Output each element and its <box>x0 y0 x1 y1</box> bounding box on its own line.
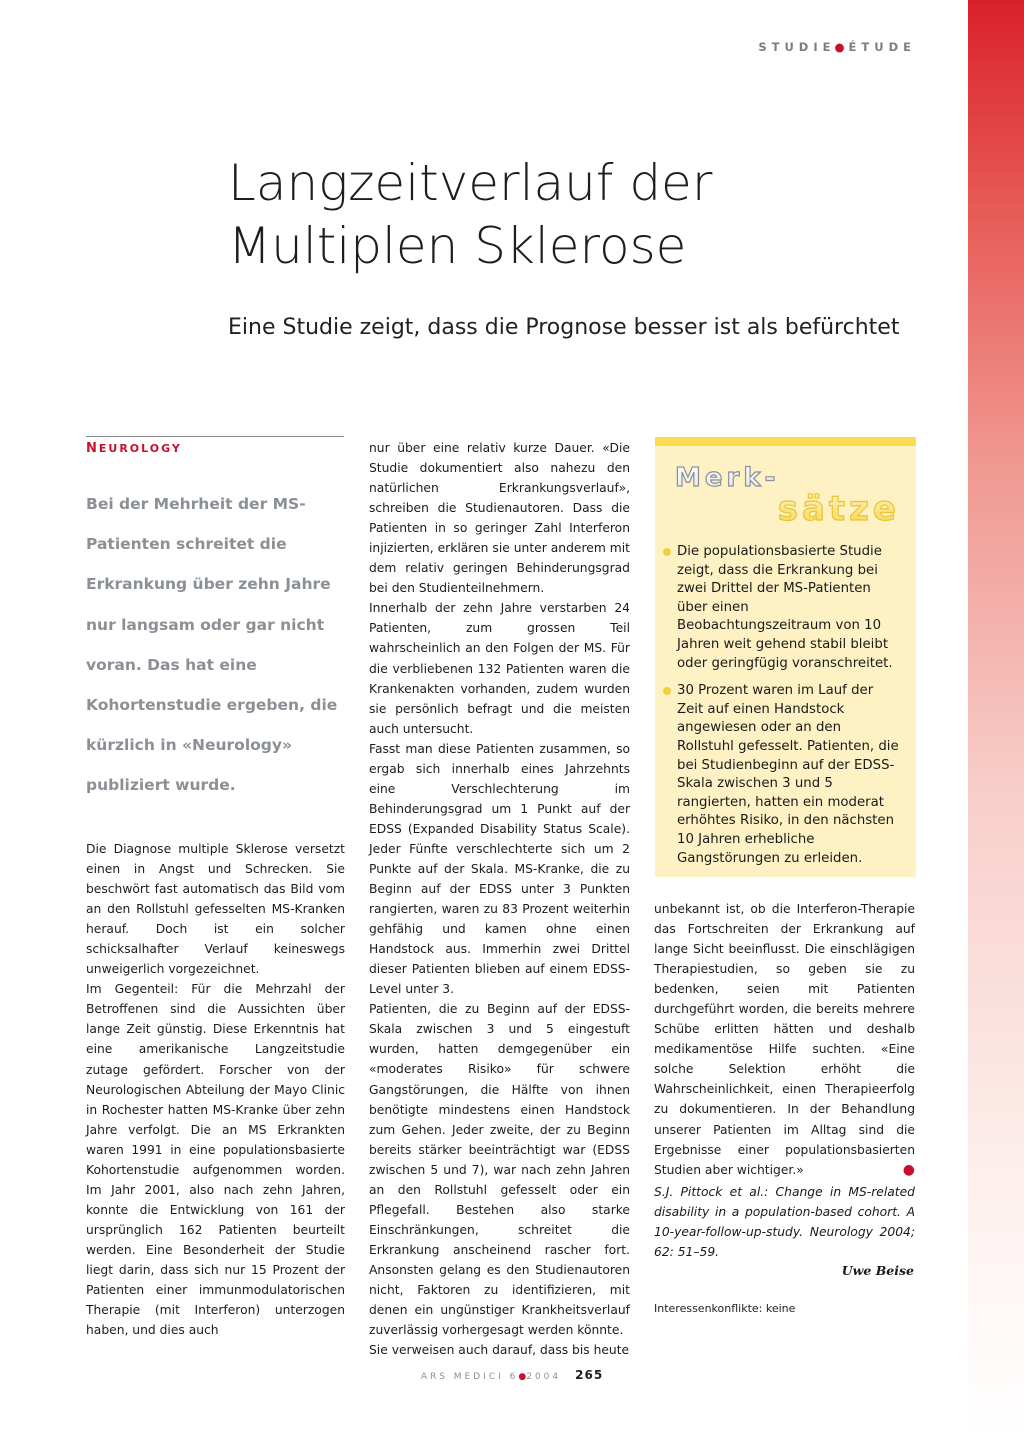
footer-dot: ● <box>518 1372 527 1382</box>
merksaetze-title-line2: sätze <box>777 489 900 526</box>
paragraph: Sie verweisen auch darauf, dass bis heute <box>369 1343 630 1358</box>
page-footer: ARS MEDICI 6●2004 265 <box>420 1368 604 1382</box>
paragraph: unbekannt ist, ob die Interferon-Therapie das Fortschreiten der Erkrankung auf lange Sicht beeinflusst. Die einschlägigen Therapiestudien, so geben sie zu bedenken, seien mit Patienten durchgeführt worden, die bereits mehrere Schübe erlitten hätten und deshalb medikamentöse Hilfe suchten. «Eine solche Selektion erhöht die Wahrscheinlichkeit, einen Therapieerfolg zu dokumentieren. In der Behandlung unserer Patienten im Alltag sind die Ergebnisse einer populationsbasierten Studien aber wichtiger.» ● <box>654 902 915 1178</box>
yellow-bullet-icon <box>663 687 671 695</box>
article-subtitle: Eine Studie zeigt, dass die Prognose besser ist als befürchtet <box>228 315 900 340</box>
author: Uwe Beise <box>841 1263 914 1278</box>
merksaetze-title <box>655 446 916 526</box>
section-label: NEUROLOGY <box>86 441 182 456</box>
yellow-bullet-icon <box>663 548 671 556</box>
paragraph: Innerhalb der zehn Jahre verstarben 24 Patienten, zum grossen Teil wahrscheinlich an den Folgen der MS. Für die verbliebenen 132 Patienten waren die Krankenakten vorhanden, zudem wurden sie persönlich befragt und die meisten auch untersucht. <box>369 601 630 736</box>
paragraph: Im Gegenteil: Für die Mehrzahl der Betroffenen sind die Aussichten über lange Zeit günstig. Diese Erkenntnis hat eine amerikanische Langzeitstudie zutage gefördert. Forscher von der Neurologischen Abteilung der Mayo Clinic in Rochester hatten MS-Kranke über zehn Jahre verfolgt. Die an MS Erkrankten waren 1991 in eine populationsbasierte Kohortenstudie aufgenommen worden. Im Jahr 2001, also nach zehn Jahren, konnte die Entwicklung von 161 der ursprünglich 162 Patienten beurteilt werden. Eine Besonderheit der Studie liegt darin, dass sich nur 15 Prozent der Patienten einer immunmodulatorischen Therapie (mit Interferon) unterzogen haben, und dies auch <box>86 982 345 1338</box>
paragraph: nur über eine relativ kurze Dauer. «Die Studie dokumentiert also nahezu den natürlichen Erkrankungsverlauf», schreiben die Studienautoren. Dass die Patienten in so geringer Zahl Interferon injizierten, erklären sie unter anderem mit dem relativ geringen Behinderungsgrad bei den Studienteilnehmern. <box>369 441 630 596</box>
list-item: 30 Prozent waren im Lauf der Zeit auf einen Handstock angewiesen oder an den Rollstuhl gefesselt. Patienten, die bei Studienbeginn auf der EDSS-Skala zwischen 3 und 5 rangierten, hatten ein moderat erhöhtes Risiko, in den nächsten 10 Jahren erhebliche Gangstörungen zu erleiden. <box>663 682 901 868</box>
kicker-dot: ● <box>834 40 845 54</box>
body-column-1 <box>86 839 345 1340</box>
article-end-mark: ● <box>902 1161 915 1178</box>
article-title: Langzeitverlauf der Multiplen Sklerose <box>228 154 713 275</box>
body-column-3 <box>654 899 915 1180</box>
merksaetze-list <box>663 543 901 877</box>
body-column-2 <box>369 438 630 1360</box>
merksaetze-title-line1: Merk- <box>675 463 780 493</box>
reference: S.J. Pittock et al.: Change in MS-related disability in a population-based cohort. A 10-year-follow-up-study. Neurology 2004; 62: 51–59. <box>654 1185 915 1259</box>
section-divider <box>86 436 344 437</box>
merksaetze-box <box>655 437 916 877</box>
section-kicker: STUDIE● ÉTUDE <box>758 40 916 54</box>
paragraph: Fasst man diese Patienten zusammen, so ergab sich innerhalb eines Jahrzehnts eine Verschlechterung im Behinderungsgrad um 1 Punkt auf der EDSS (Expanded Disability Status Scale). Jeder Fünfte verschlechterte sich um 2 Punkte auf der Skala. MS-Kranke, die zu Beginn auf der EDSS unter 3 Punkten rangierten, waren zu 83 Prozent weiterhin gehfähig und kamen ohne einen Handstock aus. Immerhin zwei Drittel dieser Patienten blieben auf einem EDSS-Level unter 3. <box>369 741 630 997</box>
paragraph: Patienten, die zu Beginn auf der EDSS-Skala zwischen 3 und 5 eingestuft wurden, hatten demgegenüber ein «moderates Risiko» für schwere Gangstörungen, die Hälfte von ihnen benötigte mindestens einen Handstock zum Gehen. Jeder zweite, der zu Beginn bereits stärker beeinträchtigt war (EDSS zwischen 5 und 7), war nach zehn Jahren an den Rollstuhl gefesselt oder ein Pflegefall. Bestehen also starke Einschränkungen, schreitet die Erkrankung anscheinend rascher fort. Ansonsten gelang es den Studienautoren nicht, Faktoren zu identifizieren, mit denen ein ungünstiger Krankheitsverlauf zuverlässig vorhergesagt werden könnte. <box>369 1002 630 1338</box>
article-lead: Bei der Mehrheit der MS-Patienten schreitet die Erkrankung über zehn Jahre nur langsam oder gar nicht voran. Das hat eine Kohortenstudie ergeben, die kürzlich in «Neurology» publiziert wurde. <box>86 495 338 795</box>
paragraph: Die Diagnose multiple Sklerose versetzt einen in Angst und Schrecken. Sie beschwört fast automatisch das Bild vom an den Rollstuhl gefesselten MS-Kranken herauf. Doch ist ein solcher schicksalhafter Verlauf keineswegs unweigerlich vorgezeichnet. <box>86 842 345 977</box>
page-edge-color-strip <box>968 0 1024 1436</box>
conflicts-of-interest: Interessenkonflikte: keine <box>654 1302 796 1315</box>
page-number: 265 <box>575 1368 604 1382</box>
list-item: Die populationsbasierte Studie zeigt, dass die Erkrankung bei zwei Drittel der MS-Patienten über einen Beobachtungszeitraum von 10 Jahren weit gehend stabil bleibt oder geringfügig voranschreitet. <box>663 543 901 673</box>
